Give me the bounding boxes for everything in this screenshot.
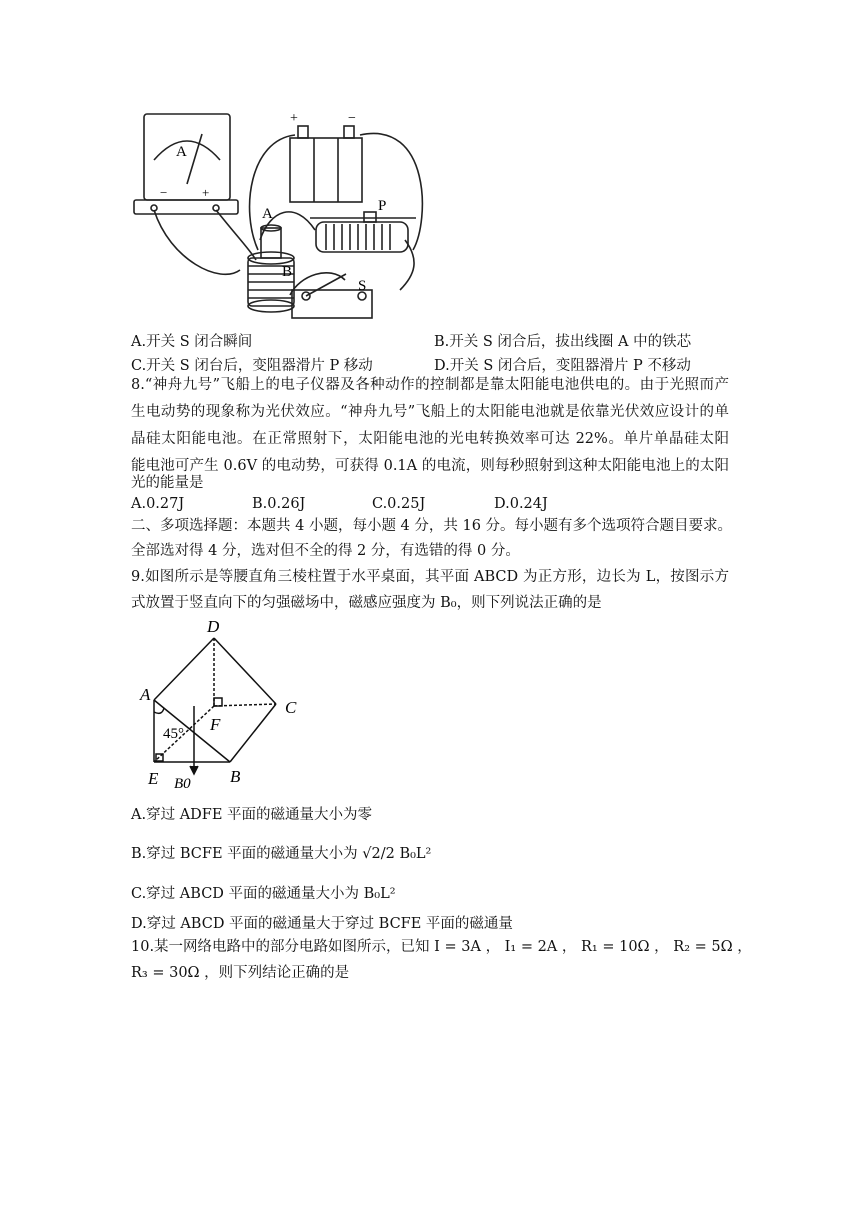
q8-option-d: D.0.24J xyxy=(494,496,548,512)
battery-plus-label: + xyxy=(290,111,298,126)
q10-line-1: 10.某一网络电路中的部分电路如图所示，已知 I = 3A ， I₁ = 2A ， R₁ = 10Ω ， R₂ = 5Ω ， xyxy=(131,939,752,955)
q9-option-a: A.穿过 ADFE 平面的磁通量大小为零 xyxy=(131,807,373,823)
vertex-b-label: B xyxy=(230,767,241,786)
angle-label: 45° xyxy=(163,726,184,742)
q7-option-d: D.开关 S 闭合后，变阻器滑片 P 不移动 xyxy=(434,358,691,374)
field-b0-label: B0 xyxy=(174,776,191,792)
vertex-a-label: A xyxy=(140,685,151,704)
q8-option-b: B.0.26J xyxy=(252,496,306,512)
vertex-d-label: D xyxy=(207,617,220,636)
section2-line-2: 全部选对得 4 分，选对但不全的得 2 分，有选错的得 0 分。 xyxy=(131,543,520,559)
q9-line-2: 式放置于竖直向下的匀强磁场中，磁感应强度为 B₀，则下列说法正确的是 xyxy=(131,595,602,611)
vertex-c-label: C xyxy=(285,698,297,717)
vertex-e-label: E xyxy=(148,769,159,788)
meter-plus-label: + xyxy=(202,185,210,200)
q10-line-2: R₃ = 30Ω ，则下列结论正确的是 xyxy=(131,965,350,981)
q8-line-5: 光的能量是 xyxy=(131,475,204,491)
coil-b-label: B xyxy=(282,264,293,280)
meter-minus-label: − xyxy=(160,185,168,200)
q9-option-b: B.穿过 BCFE 平面的磁通量大小为 √2/2 B₀L² xyxy=(131,846,432,862)
q9-option-c: C.穿过 ABCD 平面的磁通量大小为 B₀L² xyxy=(131,886,396,902)
q8-option-c: C.0.25J xyxy=(372,496,426,512)
q8-option-a: A.0.27J xyxy=(131,496,185,512)
q9-line-1: 9.如图所示是等腰直角三棱柱置于水平桌面，其平面 ABCD 为正方形，边长为 L，按图示方 xyxy=(131,569,729,585)
coil-a-label: A xyxy=(262,206,273,222)
q8-line-1: 8.“神舟九号”飞船上的电子仪器及各种动作的控制都是靠太阳能电池供电的。由于光照而产 xyxy=(131,377,729,393)
galvanometer-label: A xyxy=(176,144,187,160)
q8-line-3: 晶硅太阳能电池。在正常照射下，太阳能电池的光电转换效率可达 22%。单片单晶硅太阳 xyxy=(131,431,729,447)
prism-figure xyxy=(130,616,310,798)
q8-line-2: 生电动势的现象称为光伏效应。“神舟九号”飞船上的太阳能电池就是依靠光伏效应设计的单 xyxy=(131,404,729,420)
slider-p-label: P xyxy=(378,198,387,214)
q7-option-c: C.开关 S 闭台后，变阻器滑片 P 移动 xyxy=(131,358,373,374)
battery-minus-label: − xyxy=(348,111,356,126)
q8-line-4: 能电池可产生 0.6V 的电动势，可获得 0.1A 的电流，则每秒照射到这种太阳能电池上的太阳 xyxy=(131,458,729,474)
switch-s-label: S xyxy=(358,278,367,294)
section2-line-1: 二、多项选择题：本题共 4 小题，每小题 4 分，共 16 分。每小题有多个选项符合题目要求。 xyxy=(131,518,733,534)
circuit-figure xyxy=(130,100,440,325)
q9-option-d: D.穿过 ABCD 平面的磁通量大于穿过 BCFE 平面的磁通量 xyxy=(131,916,513,932)
q7-option-b: B.开关 S 闭合后，拔出线圈 A 中的铁芯 xyxy=(434,334,692,350)
q7-option-a: A.开关 S 闭合瞬间 xyxy=(131,334,253,350)
vertex-f-label: F xyxy=(210,715,221,734)
